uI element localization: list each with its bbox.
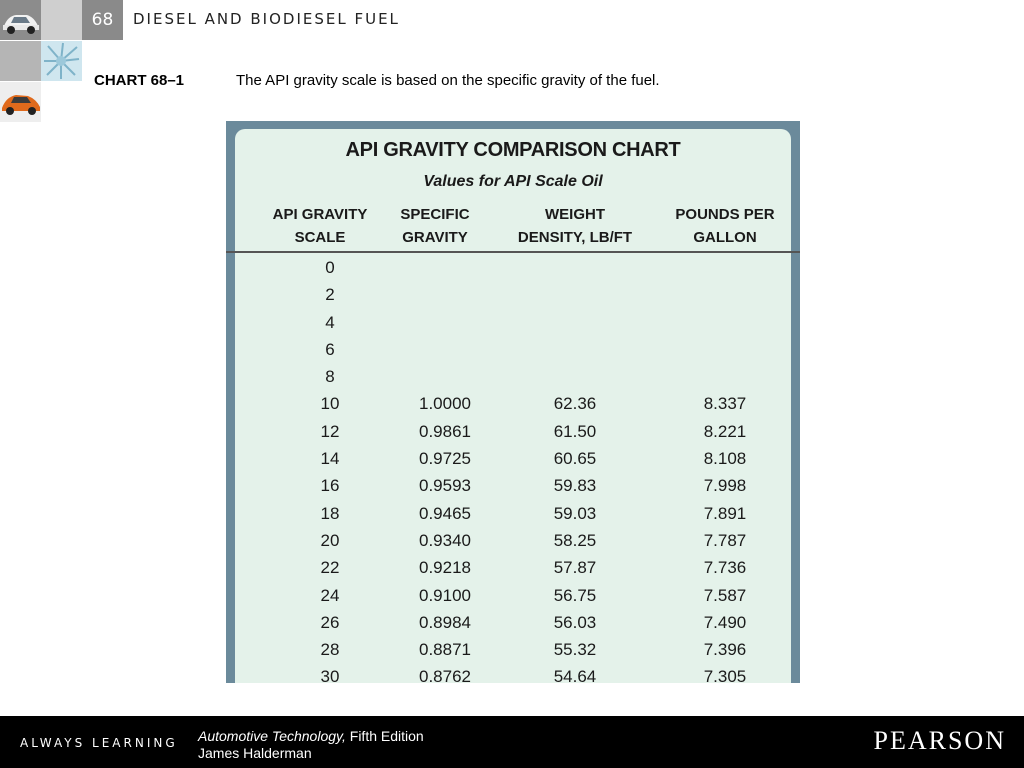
- pounds-per-gallon-cell: 7.305: [703, 667, 747, 687]
- column-header-line: API GRAVITY: [272, 206, 368, 223]
- pounds-per-gallon-cell: 8.108: [703, 449, 747, 469]
- api-gravity-cell: 24: [320, 585, 340, 605]
- chapter-title: DIESEL AND BIODIESEL FUEL: [133, 10, 400, 28]
- api-gravity-cell: 14: [320, 449, 340, 469]
- specific-gravity-cell: 0.9100: [419, 585, 471, 605]
- pounds-per-gallon-cell: 7.736: [703, 558, 747, 578]
- header-gray-tile: [41, 0, 82, 40]
- pounds-per-gallon-cell: 7.787: [703, 530, 747, 550]
- table-row: [235, 501, 791, 528]
- weight-density-cell: 60.65: [553, 449, 597, 469]
- table-row: [235, 637, 791, 664]
- table-row: [235, 583, 791, 610]
- table-row: [235, 528, 791, 555]
- footer-bar: [0, 716, 1024, 768]
- table-row: [235, 664, 791, 691]
- table-row: [235, 364, 791, 391]
- table-row: [235, 391, 791, 418]
- api-gravity-cell: 20: [320, 530, 340, 550]
- specific-gravity-cell: 0.8762: [419, 667, 471, 687]
- column-header-line: SCALE: [294, 229, 346, 246]
- footer-book-info: [198, 728, 424, 762]
- weight-density-cell: 62.36: [553, 394, 597, 414]
- pounds-per-gallon-cell: 7.396: [703, 640, 747, 660]
- white-car-icon: [0, 0, 41, 40]
- specific-gravity-cell: 0.9465: [419, 503, 471, 523]
- chart-title: API GRAVITY COMPARISON CHART: [345, 139, 681, 161]
- table-row: [235, 282, 791, 309]
- api-gravity-cell: 4: [325, 312, 335, 332]
- api-gravity-cell: 26: [320, 612, 340, 632]
- column-header-api-gravity: [265, 203, 375, 249]
- column-header-line: WEIGHT: [545, 206, 605, 223]
- specific-gravity-cell: 0.8984: [419, 612, 471, 632]
- table-body: [235, 255, 791, 692]
- column-header-line: DENSITY, LB/FT: [517, 229, 633, 246]
- publisher-logo: PEARSON: [873, 726, 1006, 755]
- specific-gravity-cell: 1.0000: [419, 394, 471, 414]
- chapter-number: 68: [82, 0, 123, 40]
- book-edition: Fifth Edition: [345, 728, 424, 744]
- chart-label: CHART 68–1: [94, 72, 185, 89]
- pounds-per-gallon-cell: 7.490: [703, 612, 747, 632]
- column-header-line: GALLON: [693, 229, 757, 246]
- api-gravity-cell: 6: [325, 339, 335, 359]
- weight-density-cell: 54.64: [553, 667, 597, 687]
- column-header-line: GRAVITY: [402, 229, 468, 246]
- specific-gravity-cell: 0.9725: [419, 449, 471, 469]
- weight-density-cell: 59.83: [553, 476, 597, 496]
- specific-gravity-cell: 0.9218: [419, 558, 471, 578]
- table-row: [235, 555, 791, 582]
- api-gravity-cell: 18: [320, 503, 340, 523]
- column-header-weight-density: [505, 203, 645, 249]
- pounds-per-gallon-cell: 8.221: [703, 421, 747, 441]
- weight-density-cell: 55.32: [553, 640, 597, 660]
- table-row: [235, 446, 791, 473]
- weight-density-cell: 59.03: [553, 503, 597, 523]
- header-divider: [226, 251, 800, 253]
- column-header-line: POUNDS PER: [675, 206, 775, 223]
- weight-density-cell: 57.87: [553, 558, 597, 578]
- table-row: [235, 419, 791, 446]
- specific-gravity-cell: 0.8871: [419, 640, 471, 660]
- pounds-per-gallon-cell: 8.337: [703, 394, 747, 414]
- table-row: [235, 473, 791, 500]
- pounds-per-gallon-cell: 7.587: [703, 585, 747, 605]
- api-gravity-cell: 30: [320, 667, 340, 687]
- chart-panel: [235, 129, 791, 687]
- book-title: Automotive Technology,: [198, 728, 346, 744]
- turbine-icon: [41, 41, 82, 81]
- chart-subtitle: Values for API Scale Oil: [423, 173, 603, 190]
- api-gravity-cell: 0: [325, 258, 335, 277]
- chart-caption: The API gravity scale is based on the specific gravity of the fuel.: [236, 72, 660, 89]
- orange-car-icon: [0, 82, 41, 122]
- weight-density-cell: 56.03: [553, 612, 597, 632]
- footer-tagline: ALWAYS LEARNING: [20, 736, 178, 750]
- weight-density-cell: 58.25: [553, 530, 597, 550]
- table-row: [235, 337, 791, 364]
- specific-gravity-cell: 0.9861: [419, 421, 471, 441]
- column-header-line: SPECIFIC: [400, 206, 470, 223]
- table-row: [235, 310, 791, 337]
- specific-gravity-cell: 0.9593: [419, 476, 471, 496]
- pounds-per-gallon-cell: 7.891: [703, 503, 747, 523]
- api-gravity-chart: [226, 121, 800, 687]
- column-header-specific-gravity: [385, 203, 485, 249]
- api-gravity-cell: 10: [320, 394, 340, 414]
- api-gravity-cell: 2: [325, 285, 335, 305]
- api-gravity-cell: 8: [325, 367, 335, 387]
- weight-density-cell: 61.50: [553, 421, 597, 441]
- api-gravity-cell: 28: [320, 640, 340, 660]
- api-gravity-cell: 22: [320, 558, 340, 578]
- pounds-per-gallon-cell: 7.998: [703, 476, 747, 496]
- api-gravity-cell: 12: [320, 421, 340, 441]
- specific-gravity-cell: 0.9340: [419, 530, 471, 550]
- api-gravity-cell: 16: [320, 476, 340, 496]
- table-row: [235, 610, 791, 637]
- book-author: James Halderman: [198, 745, 312, 761]
- weight-density-cell: 56.75: [553, 585, 597, 605]
- column-header-pounds-per-gallon: [670, 203, 780, 249]
- table-row: [235, 255, 791, 282]
- header-gray-tile-2: [0, 41, 41, 81]
